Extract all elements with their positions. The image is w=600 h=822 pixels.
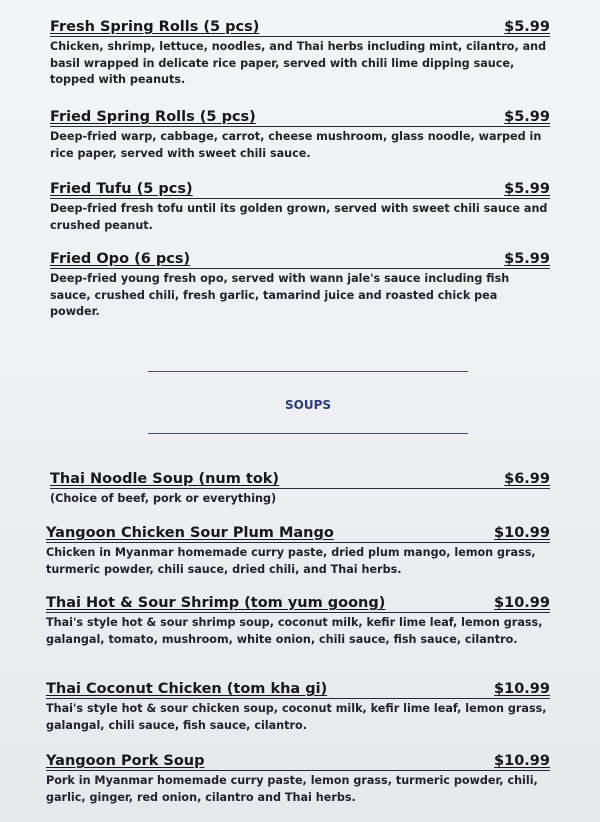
menu-item-header (50, 14, 550, 37)
menu-item-fried-spring-rolls (50, 104, 550, 162)
menu-item-name: Fried Spring Rolls (5 pcs) (50, 109, 256, 125)
section-divider-top (148, 371, 468, 372)
menu-item-price: $5.99 (504, 109, 550, 125)
menu-item-fried-opo (50, 246, 550, 321)
section-title-soups: SOUPS (284, 398, 332, 412)
menu-item-price: $6.99 (504, 471, 550, 487)
menu-item-header (50, 246, 550, 269)
menu-item-price: $5.99 (504, 19, 550, 35)
menu-item-name: Fried Tufu (5 pcs) (50, 181, 193, 197)
menu-item-name: Thai Hot & Sour Shrimp (tom yum goong) (46, 595, 386, 611)
menu-item-fried-tufu (50, 176, 550, 234)
menu-item-price: $10.99 (494, 595, 550, 611)
menu-item-yangoon-pork-soup (46, 748, 550, 806)
menu-item-header (46, 590, 550, 613)
menu-item-header (46, 676, 550, 699)
menu-item-description: Thai's style hot & sour shrimp soup, coconut milk, kefir lime leaf, lemon grass, galangal, tomato, mushroom, white onion, chili sauce, fish sauce, cilantro. (46, 616, 543, 646)
menu-item-description: Chicken in Myanmar homemade curry paste, dried plum mango, lemon grass, turmeric powder, chili sauce, dried chili, and Thai herbs. (46, 546, 536, 576)
menu-item-name: Yangoon Chicken Sour Plum Mango (46, 525, 334, 541)
menu-item-thai-coconut-chicken (46, 676, 550, 734)
menu-item-header (50, 466, 550, 489)
menu-item-yangoon-chicken-sour-plum-mango (46, 520, 550, 578)
menu-item-description: (Choice of beef, pork or everything) (50, 492, 277, 505)
menu-item-name: Fresh Spring Rolls (5 pcs) (50, 19, 260, 35)
menu-item-thai-noodle-soup (50, 466, 550, 508)
menu-item-name: Thai Coconut Chicken (tom kha gi) (46, 681, 328, 697)
menu-item-header (50, 176, 550, 199)
menu-item-name: Yangoon Pork Soup (46, 753, 205, 769)
menu-item-name: Thai Noodle Soup (num tok) (50, 471, 280, 487)
menu-item-description: Chicken, shrimp, lettuce, noodles, and Thai herbs including mint, cilantro, and basil wrapped in delicate rice paper, served with chili lime dipping sauce, topped with peanuts. (50, 40, 547, 86)
menu-item-name: Fried Opo (6 pcs) (50, 251, 191, 267)
menu-item-fresh-spring-rolls (50, 14, 550, 89)
menu-item-price: $5.99 (504, 251, 550, 267)
menu-item-price: $10.99 (494, 525, 550, 541)
section-divider-bottom (148, 433, 468, 434)
menu-item-description: Pork in Myanmar homemade curry paste, lemon grass, turmeric powder, chili, garlic, ginger, red onion, cilantro and Thai herbs. (46, 774, 538, 804)
menu-item-header (50, 104, 550, 127)
menu-item-description: Deep-fried young fresh opo, served with wann jale's sauce including fish sauce, crushed chili, fresh garlic, tamarind juice and roasted chick pea powder. (50, 272, 510, 318)
menu-item-description: Deep-fried warp, cabbage, carrot, cheese mushroom, glass noodle, warped in rice paper, served with sweet chili sauce. (50, 130, 542, 160)
menu-item-description: Thai's style hot & sour chicken soup, coconut milk, kefir lime leaf, lemon grass, galangal, chili sauce, fish sauce, cilantro. (46, 702, 547, 732)
menu-item-price: $10.99 (494, 681, 550, 697)
menu-item-header (46, 748, 550, 771)
menu-item-description: Deep-fried fresh tofu until its golden grown, served with sweet chili sauce and crushed peanut. (50, 202, 548, 232)
menu-item-price: $10.99 (494, 753, 550, 769)
menu-item-header (46, 520, 550, 543)
menu-item-price: $5.99 (504, 181, 550, 197)
menu-item-thai-hot-sour-shrimp (46, 590, 550, 648)
